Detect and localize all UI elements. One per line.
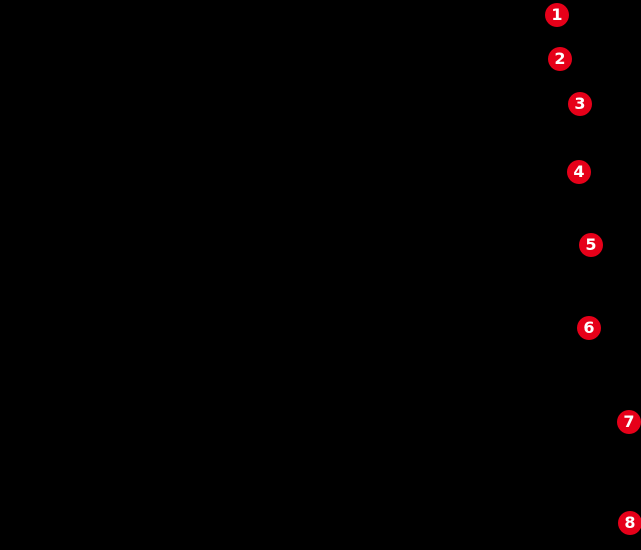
annotation-badge-2: 2 bbox=[548, 47, 572, 71]
annotation-badge-8: 8 bbox=[618, 511, 641, 535]
annotation-badge-3: 3 bbox=[568, 92, 592, 116]
annotation-badge-1: 1 bbox=[545, 3, 569, 27]
annotation-badge-4: 4 bbox=[567, 160, 591, 184]
annotation-badge-6: 6 bbox=[577, 316, 601, 340]
annotation-badge-7: 7 bbox=[617, 410, 641, 434]
annotation-badge-5: 5 bbox=[579, 233, 603, 257]
